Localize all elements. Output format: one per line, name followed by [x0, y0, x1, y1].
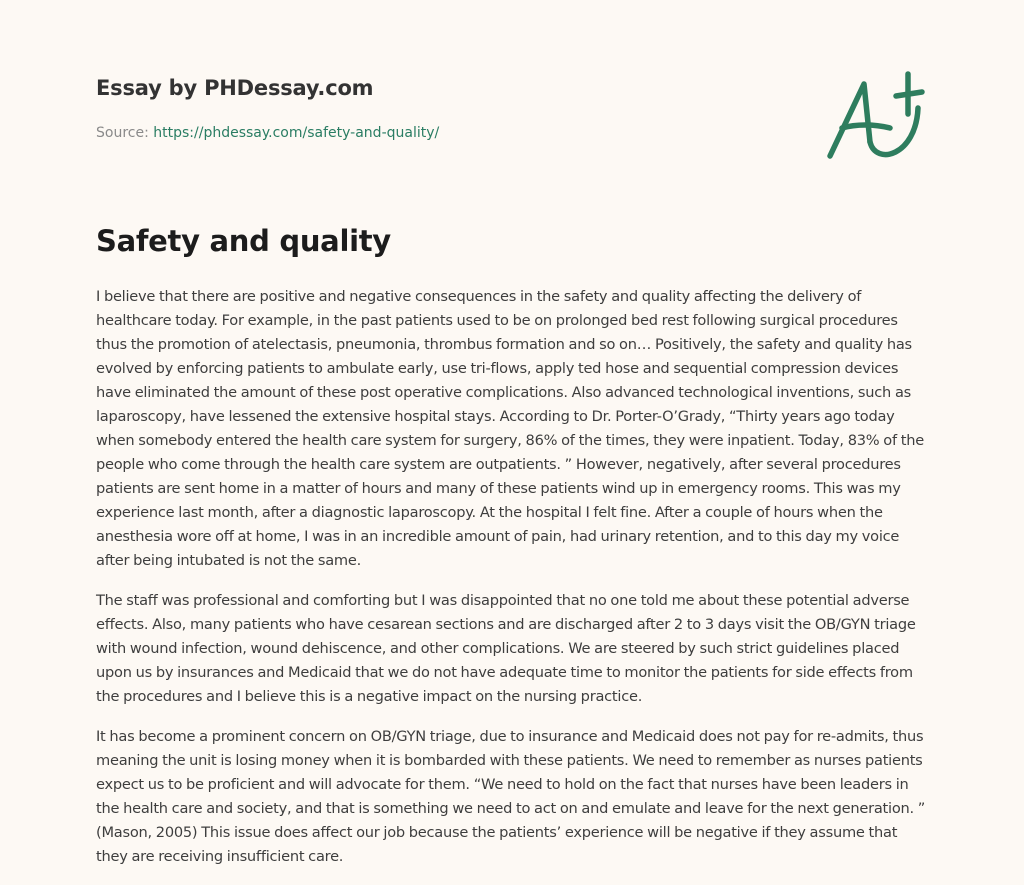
essay-paragraph: The staff was professional and comforting but I was disappointed that no one told me about these potential adverse effects. Also, many patients who have cesarean sections and are discharged after 2 to 3 days visit the OB/GYN triage with wound infection, wound dehiscence, and other complications. We are steered by such strict guidelines placed upon us by insurances and Medicaid that we do not have adequate time to monitor the patients for side effects from the procedures and I believe this is a negative impact on the nursing practice.: [96, 592, 916, 705]
essay-paragraph: It has become a prominent concern on OB/GYN triage, due to insurance and Medicaid does not pay for re-admits, thus meaning the unit is losing money when it is bombarded with these patients. We need to remember as nurses patients expect us to be proficient and will advocate for them. “We need to hold on the fact that nurses have been leaders in the health care and society, and that is something we need to act on and emulate and leave for the next generation. ” (Mason, 2005) This issue does affect our job because the patients’ experience will be negative if they assume that they are receiving insufficient care.: [96, 728, 926, 865]
source-link[interactable]: https://phdessay.com/safety-and-quality/: [153, 125, 440, 141]
site-title: Essay by PHDessay.com: [96, 76, 374, 100]
essay-title: Safety and quality: [96, 224, 391, 258]
essay-paragraph: I believe that there are positive and negative consequences in the safety and quality affecting the delivery of healthcare today. For example, in the past patients used to be on prolonged bed rest following surgical procedures thus the promotion of atelectasis, pneumonia, thrombus formation and so on… Positively, the safety and quality has evolved by enforcing patients to ambulate early, use tri-flows, apply ted hose and sequential compression devices have eliminated the amount of these post operative complications. Also advanced technological inventions, such as laparoscopy, have lessened the extensive hospital stays. According to Dr. Porter-O’Grady, “Thirty years ago today when somebody entered the health care system for surgery, 86% of the times, they were inpatient. Today, 83% of the people who come through the health care system are outpatients. ” However, negatively, after several procedures patients are sent home in a matter of hours and many of these patients wind up in emergency rooms. This was my experience last month, after a diagnostic laparoscopy. At the hospital I felt fine. After a couple of hours when the anesthesia wore off at home, I was in an incredible amount of pain, had urinary retention, and to this day my voice after being intubated is not the same.: [96, 288, 924, 569]
source-label: Source:: [96, 125, 149, 141]
a-plus-grade-icon: [820, 68, 930, 164]
source-line: [96, 125, 439, 141]
header: [96, 76, 439, 141]
essay-body: [96, 285, 931, 885]
